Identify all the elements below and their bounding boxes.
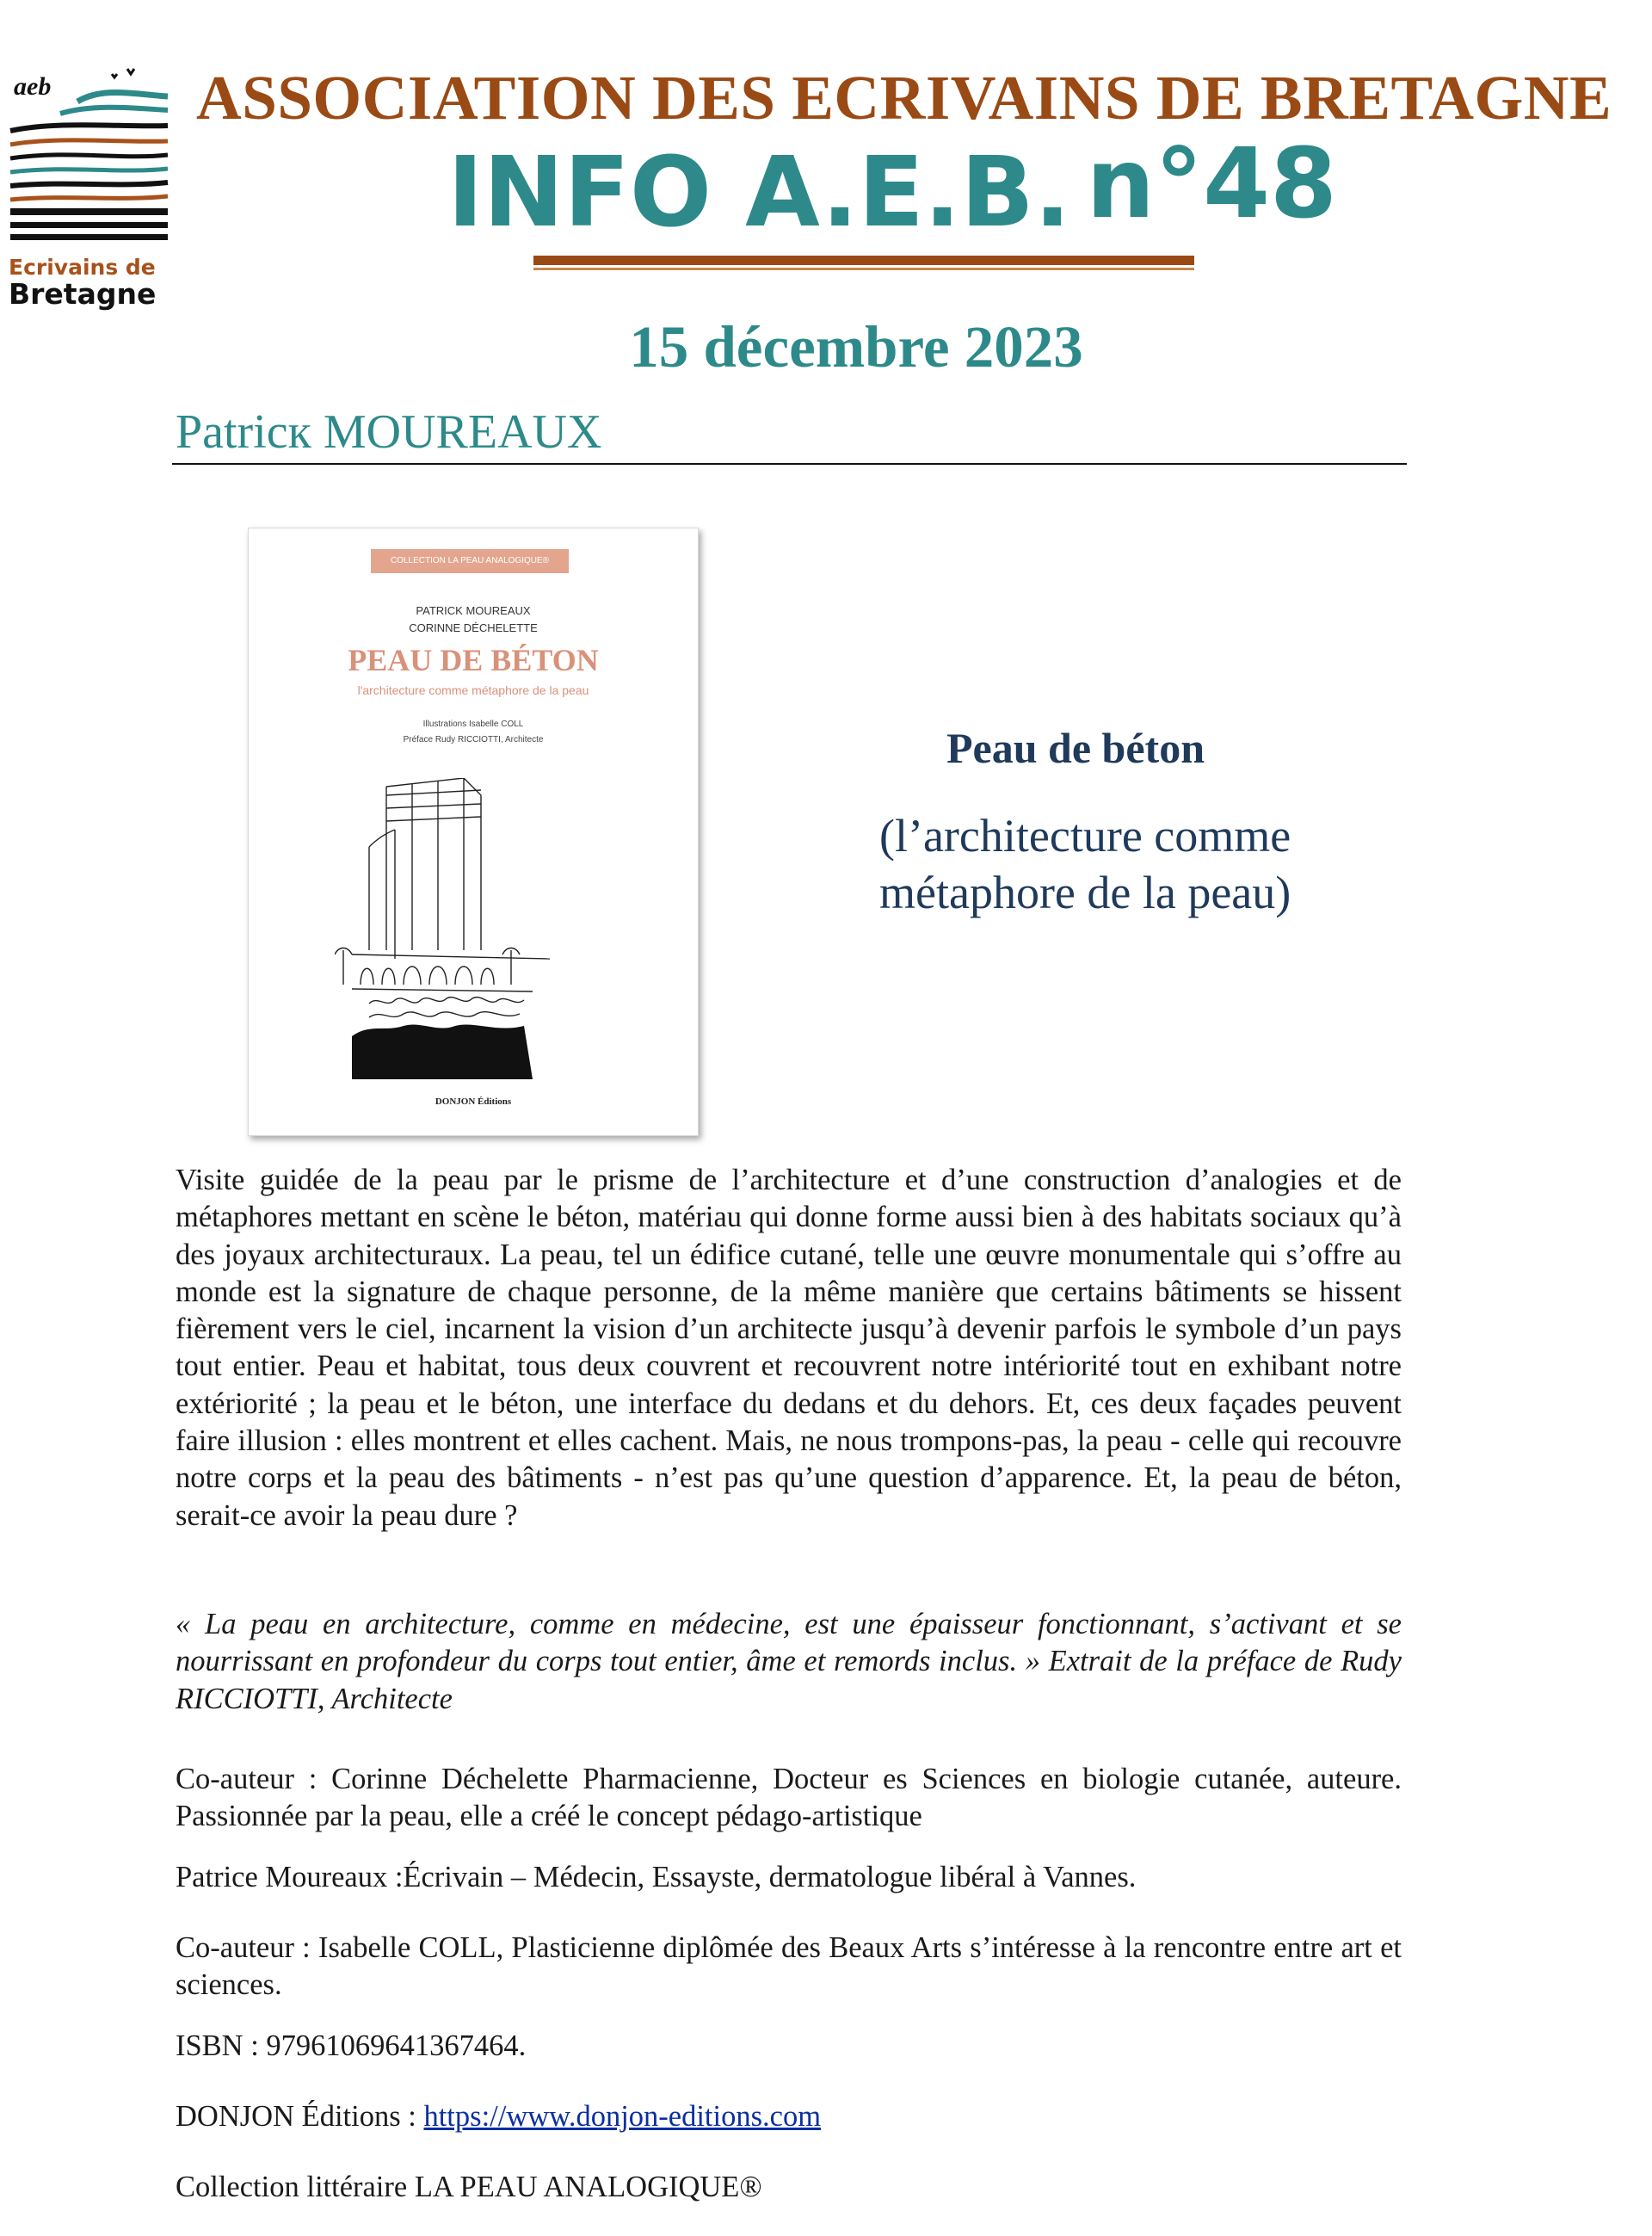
author-heading: Patricк MOUREAUX bbox=[176, 405, 602, 459]
coauthor2-paragraph: Co-auteur : Isabelle COLL, Plasticienne diplômée des Beaux Arts s’intéresse à la rencontre entre art et sciences. bbox=[176, 1931, 1402, 2002]
publisher-link[interactable]: https://www.donjon-editions.com bbox=[423, 2100, 822, 2133]
cover-subtitle: l'architecture comme métaphore de la peau bbox=[357, 683, 589, 697]
logo-text-line1: Ecrivains de bbox=[9, 255, 156, 280]
coauthor1-paragraph: Co-auteur : Corinne Déchelette Pharmacienne, Docteur es Sciences en biologie cutanée, auteure. Passionnée par la peau, elle a créé le concept pédago-artistique bbox=[176, 1763, 1402, 1833]
book-cover-image bbox=[248, 528, 699, 1136]
cover-illustrations: Illustrations Isabelle COLL bbox=[422, 720, 524, 729]
collection-line: Collection littéraire LA PEAU ANALOGIQUE® bbox=[176, 2171, 762, 2203]
cover-collection: COLLECTION LA PEAU ANALOGIQUE® bbox=[371, 549, 569, 573]
header-divider-thin bbox=[533, 268, 1194, 270]
preface-quote: « La peau en architecture, comme en médecine, est une épaisseur fonctionnant, s’activant et se nourrissant en profondeur du corps tout entier, âme et remords inclus. » Extrait de la préface de Rudy RICCIOTTI, Architecte bbox=[176, 1608, 1402, 1715]
description-paragraph: Visite guidée de la peau par le prisme de l’architecture et d’une construction d’analogies et de métaphores mettant en scène le béton, matériau qui donne forme aussi bien à des habitats sociaux qu’à des joyaux architecturaux. La peau, tel un édifice cutané, telle une œuvre monumentale qui s’offre au monde est la signature de chaque personne, de la même manière que certains bâtiments se hissent fièrement vers le ciel, incarnent la vision d’un architecte jusqu’à devenir parfois le symbole d’un pays tout entier. Peau et habitat, tous deux couvrent et recouvrent notre intériorité tout en exhibant notre extériorité ; la peau et le béton, une interface du dedans et du dehors. Et, ces deux façades peuvent faire illusion : elles montrent et elles cachent. Mais, ne nous trompons-pas, la peau - celle qui recouvre notre corps et la peau des bâtiments - n’est pas qu’une question d’apparence. Et, la peau de béton, serait-ce avoir la peau dure ? bbox=[176, 1164, 1402, 1532]
logo-mark: aeb bbox=[14, 72, 52, 101]
association-title: ASSOCIATION DES ECRIVAINS DE BRETAGNE bbox=[196, 63, 1612, 133]
cover-preface: Préface Rudy RICCIOTTI, Architecte bbox=[403, 735, 544, 744]
header-divider bbox=[533, 256, 1194, 265]
building-sketch-icon bbox=[335, 778, 584, 1079]
cover-title: PEAU DE BÉTON bbox=[348, 643, 599, 677]
newsletter-title bbox=[447, 128, 1337, 249]
book-title: Peau de béton bbox=[946, 724, 1205, 772]
author-paragraph: Patrice Moureaux :Écrivain – Médecin, Essayste, dermatologue libéral à Vannes. bbox=[176, 1861, 1137, 1893]
cover-publisher: DONJON Éditions bbox=[435, 1096, 512, 1107]
book-subtitle-line2: métaphore de la peau) bbox=[879, 867, 1291, 918]
issue-number: n°48 bbox=[1086, 128, 1337, 240]
publisher-line bbox=[176, 2098, 1402, 2135]
publisher-label: DONJON Éditions : bbox=[176, 2100, 424, 2133]
book-subtitle-line1: (l’architecture comme bbox=[879, 810, 1291, 862]
isbn-line: ISBN : 97961069641367464. bbox=[176, 2029, 527, 2062]
author-divider bbox=[172, 463, 1407, 465]
cover-author1: PATRICK MOUREAUX bbox=[416, 604, 531, 617]
logo-text-line2: Bretagne bbox=[9, 277, 157, 311]
newsletter-name: INFO A.E.B. bbox=[447, 137, 1071, 249]
issue-date: 15 décembre 2023 bbox=[629, 314, 1083, 380]
aeb-logo bbox=[9, 60, 172, 310]
cover-author2: CORINNE DÉCHELETTE bbox=[409, 621, 538, 634]
